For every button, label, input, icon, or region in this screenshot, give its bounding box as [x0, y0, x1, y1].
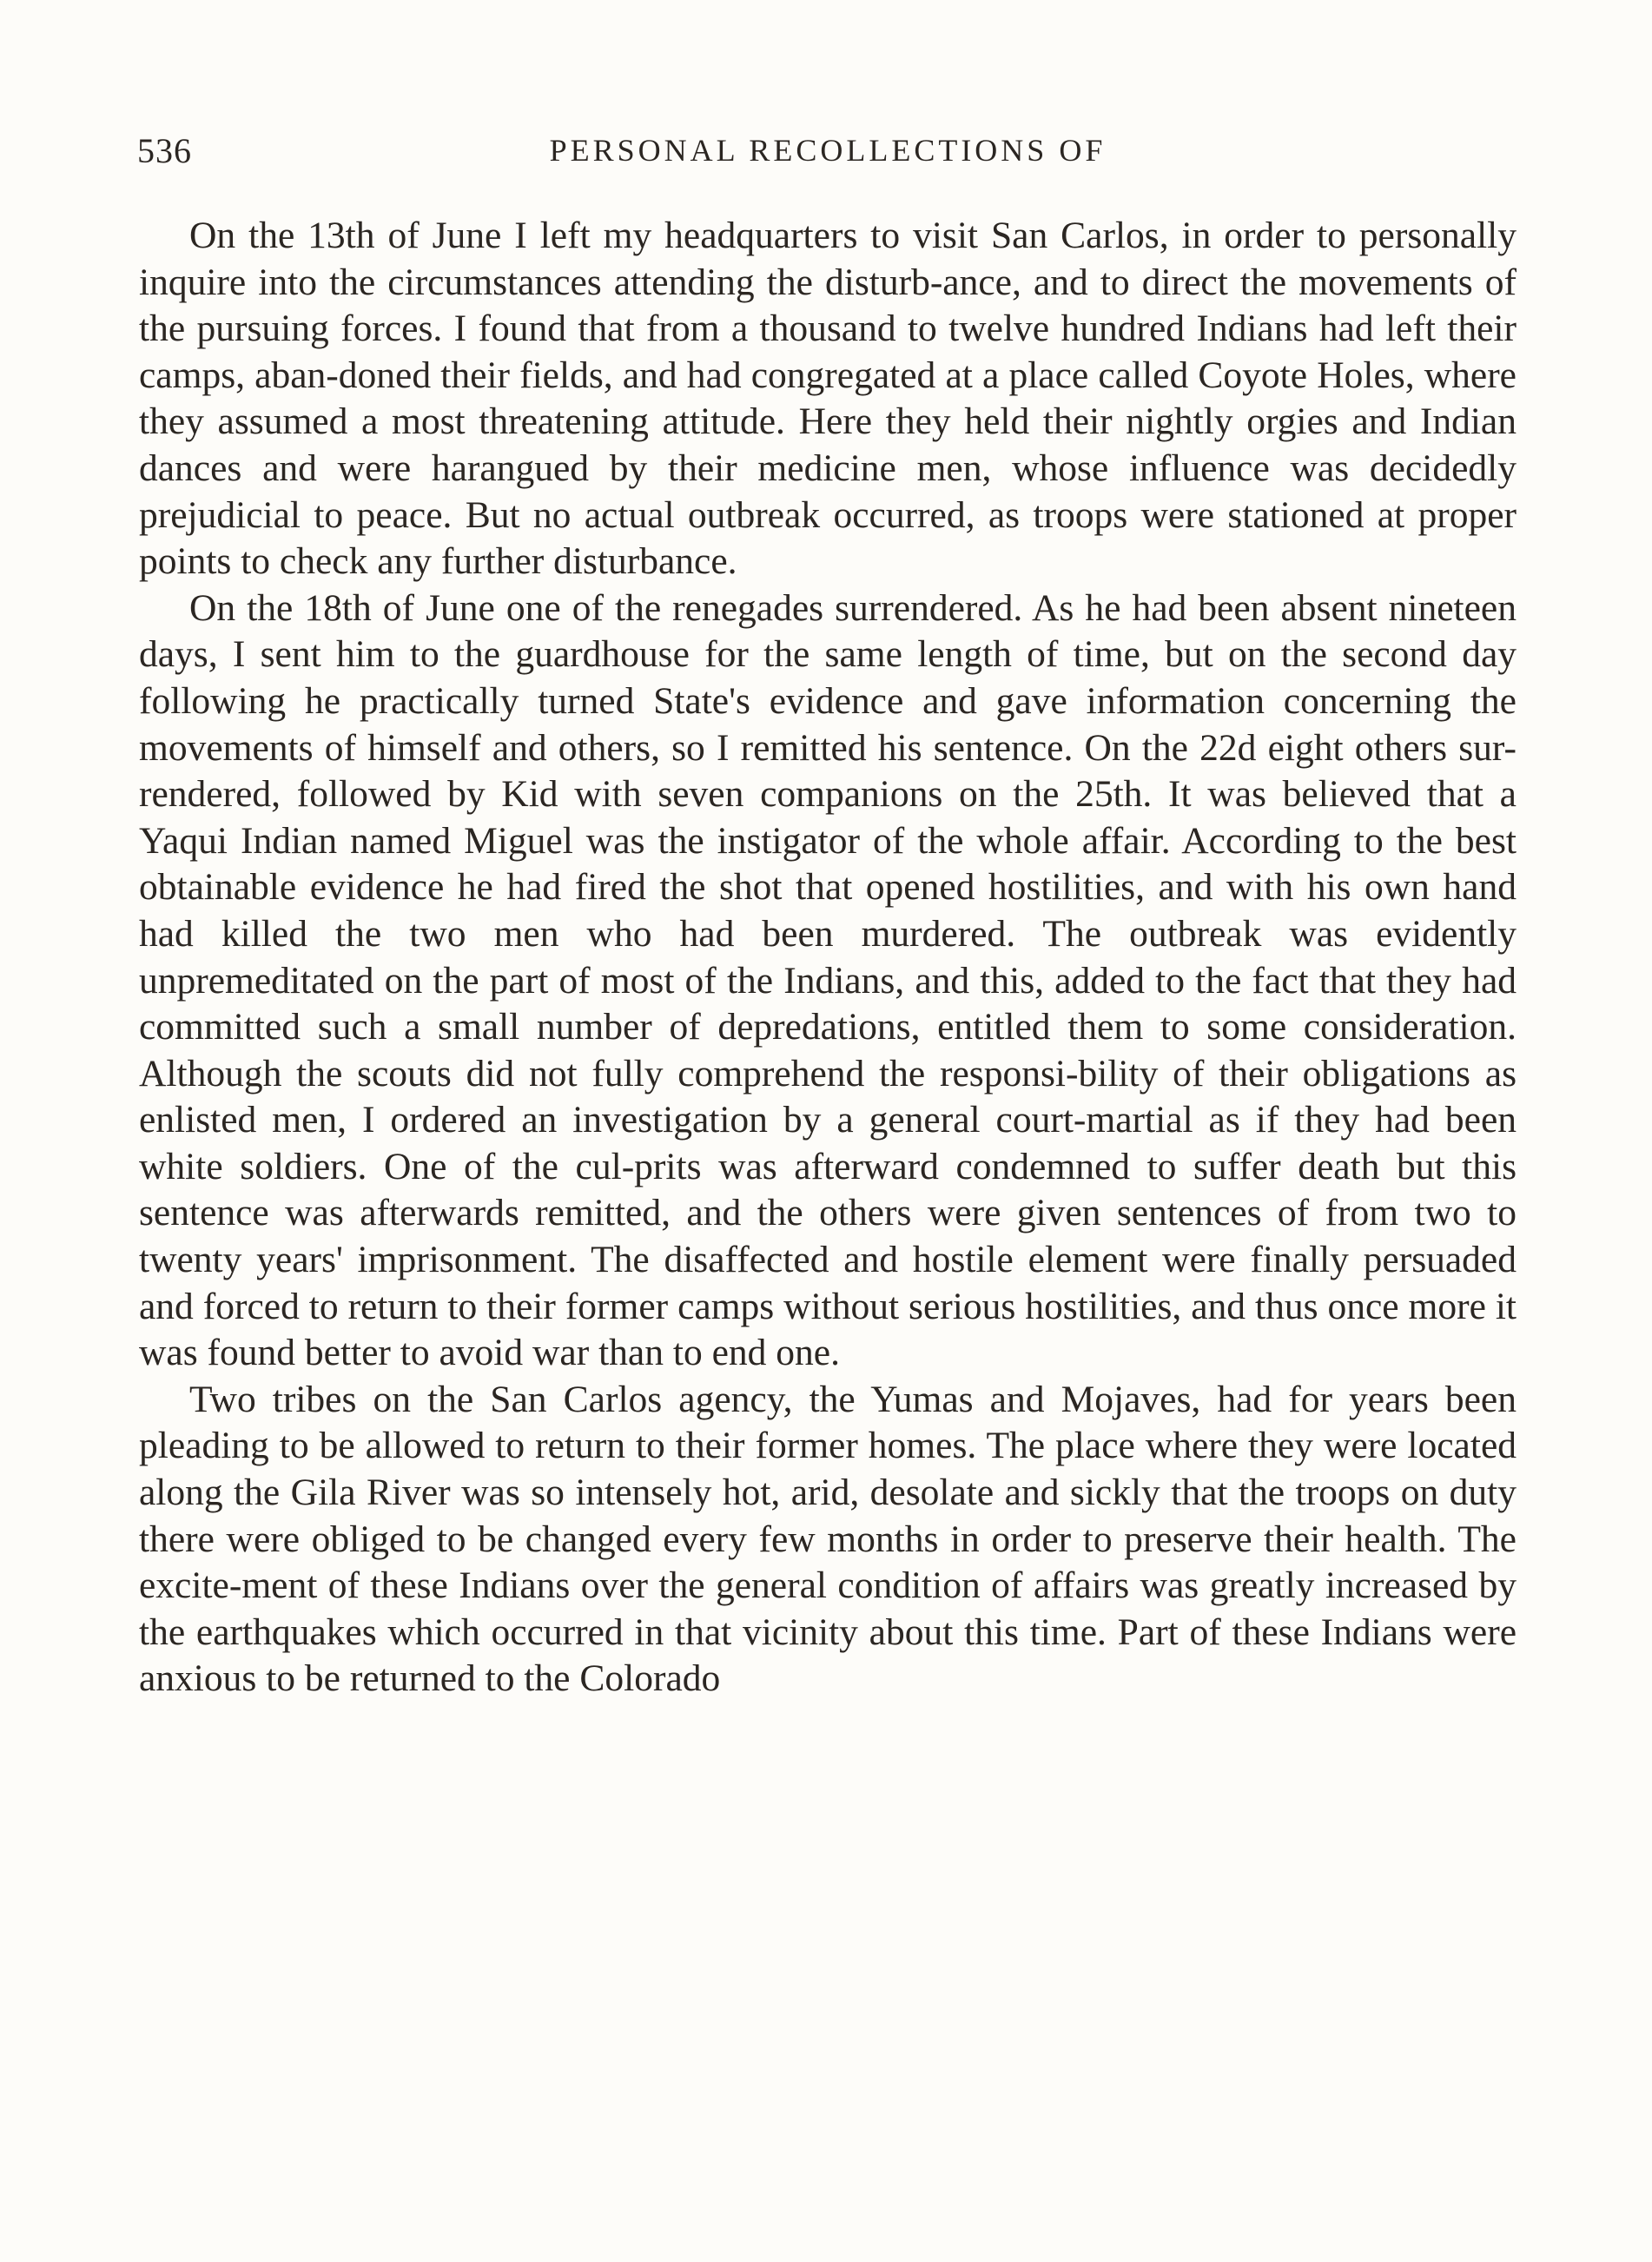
paragraph-1: On the 13th of June I left my headquarters to visit San Carlos, in order to personally inquire into the circumstances attending the disturb-ance, and to direct the movements of the pursuing forces. I found that from a thousand to twelve hundred Indians had left their camps, aban-doned their fields, and had congregated at a place called Coyote Holes, where they assumed a most threatening attitude. Here they held their nightly orgies and Indian dances and were harangued by their medicine men, whose influence was decidedly prejudicial to peace. But no actual outbreak occurred, as troops were stationed at proper points to check any further disturbance. [139, 215, 1517, 583]
running-head: PERSONAL RECOLLECTIONS OF [549, 133, 1107, 168]
paragraph-3: Two tribes on the San Carlos agency, the Yumas and Mojaves, had for years been pleading to be allowed to return to their former homes. The place where they were located along the Gila River was so intensely hot, arid, desolate and sickly that the troops on duty there were obliged to be changed every few months in order to preserve their health. The excite-ment of these Indians over the general condition of affairs was greatly increased by the earthquakes which occurred in that vicinity about this time. Part of these Indians were anxious to be returned to the Colorado [139, 1378, 1517, 1700]
page-header [137, 130, 1518, 182]
paragraph-2: On the 18th of June one of the renegades surrendered. As he had been absent nineteen days, I sent him to the guardhouse for the same length of time, but on the second day following he practically turned State's evidence and gave information concerning the movements of himself and others, so I remitted his sentence. On the 22d eight others sur-rendered, followed by Kid with seven companions on the 25th. It was believed that a Yaqui Indian named Miguel was the instigator of the whole affair. According to the best obtainable evidence he had fired the shot that opened hostilities, and with his own hand had killed the two men who had been murdered. The outbreak was evidently unpremeditated on the part of most of the Indians, and this, added to the fact that they had committed such a small number of depredations, entitled them to some consideration. Although the scouts did not fully comprehend the responsi-bility of their obligations as enlisted men, I ordered an investigation by a general court-martial as if they had been white soldiers. One of the cul-prits was afterward condemned to suffer death but this sentence was afterwards remitted, and the others were given sentences of from two to twenty years' imprisonment. The disaffected and hostile element were finally persuaded and forced to return to their former camps without serious hostilities, and thus once more it was found better to avoid war than to end one. [139, 586, 1517, 1374]
page-number: 536 [137, 131, 192, 170]
body-text [139, 213, 1517, 1703]
